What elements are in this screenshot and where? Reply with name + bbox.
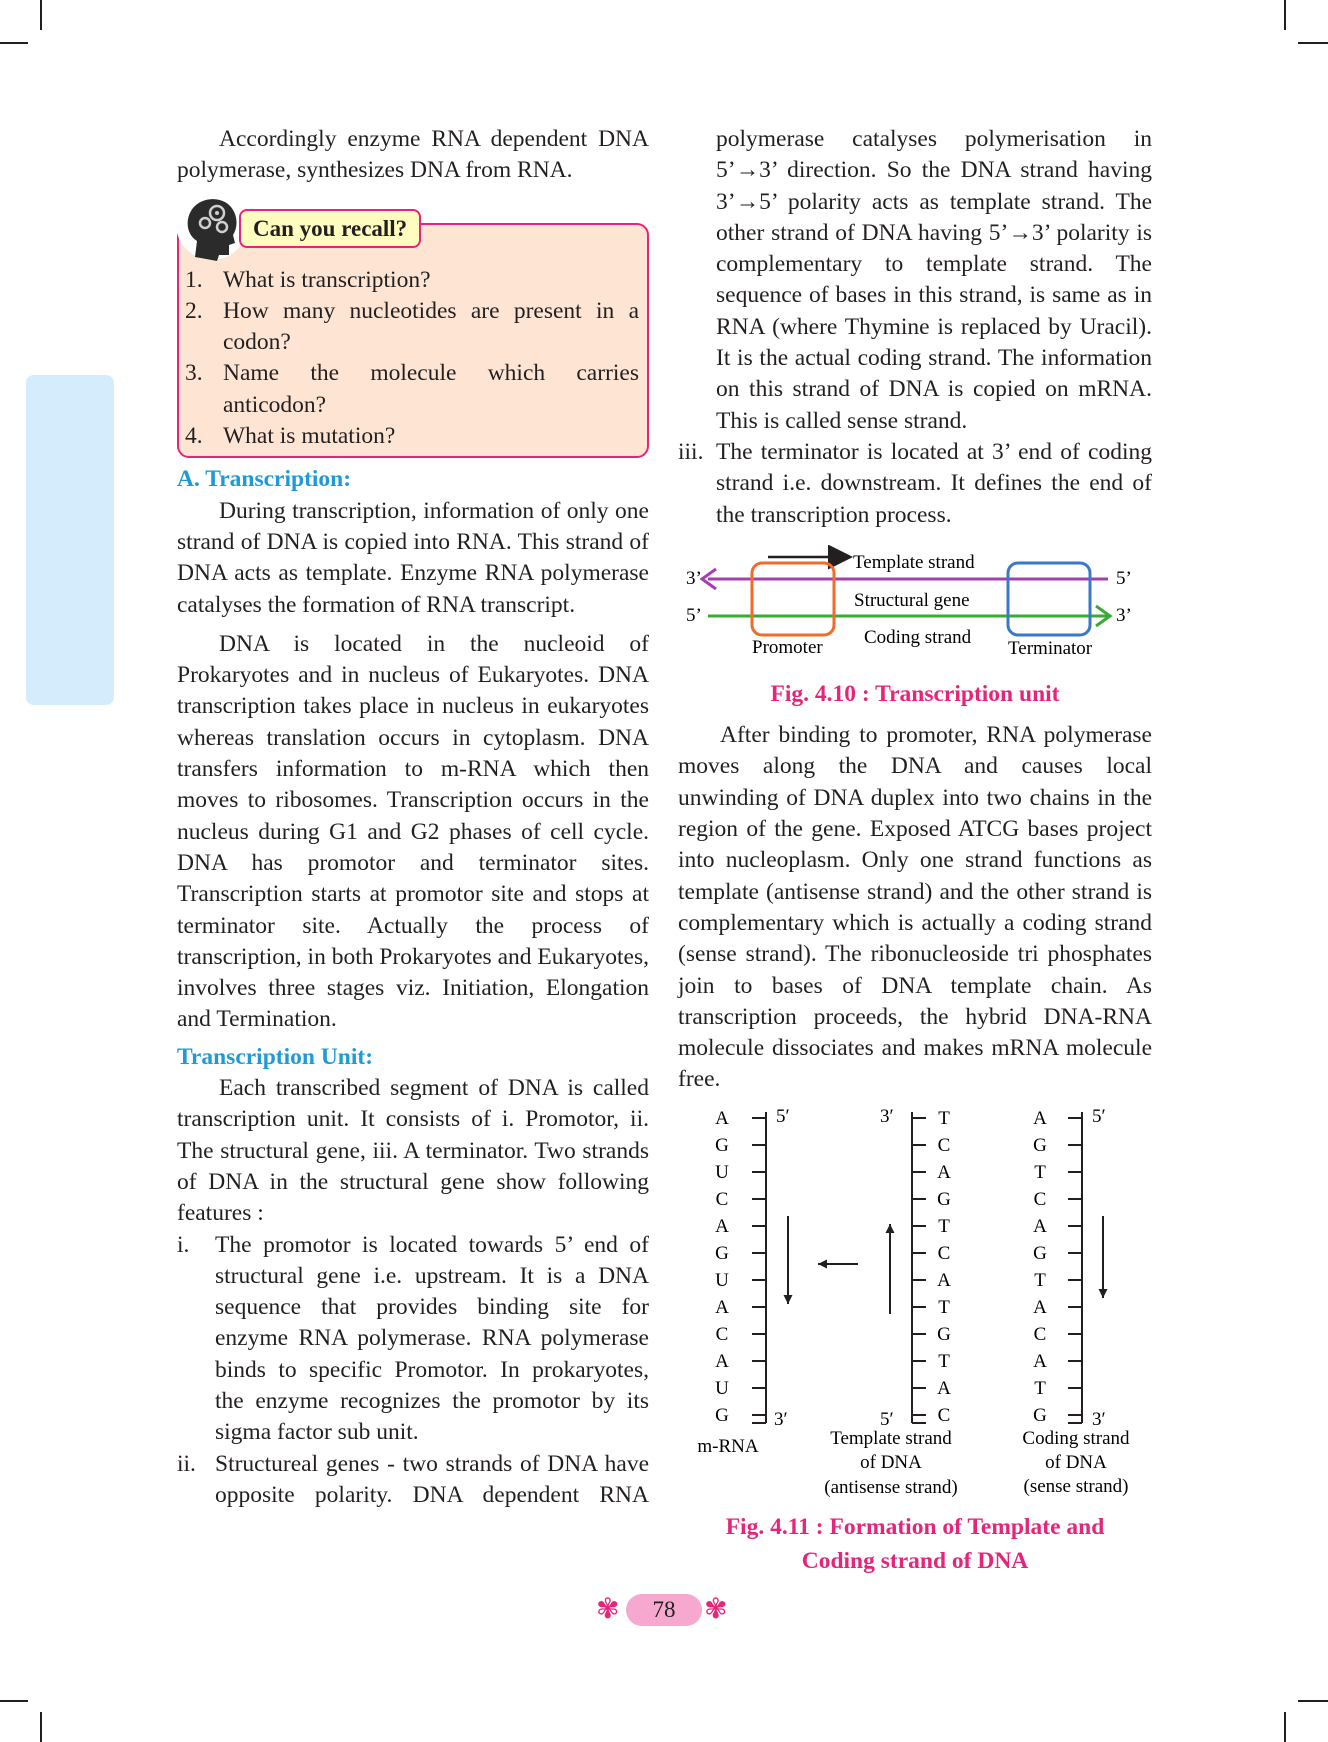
figure-caption: Coding strand of DNA [801, 1548, 1029, 1574]
base-letter: T [938, 1350, 950, 1372]
end-label: 3′ [1092, 1408, 1106, 1430]
down-arrow-icon [1099, 1216, 1108, 1298]
recall-item: 2. How many nucleotides are present in a codon? [185, 297, 639, 356]
dna-location-paragraph: DNA is located in the nucleoid of Prokaryotes and in nucleus of Eukaryotes. DNA transcription takes place in nucleus in eukaryotes whereas translation occurs in cytoplasm. DNA transfers information to m-RNA which then moves to ribosomes. Transcription occurs in the nucleus during G1 and G2 phases of cell cycle. DNA has promotor and terminator sites. Transcription starts at promotor site and stops at terminator site. Actually the process of transcription, in both Prokaryotes and Eukaryotes, involves three stages viz. Initiation, Elongation and Termination. [177, 630, 649, 1033]
base-letter: C [715, 1323, 729, 1345]
thinking-head-icon [175, 187, 249, 265]
transcription-unit-figure [678, 545, 1152, 675]
base-letter: T [1034, 1161, 1046, 1183]
flower-icon: ✾ [704, 1594, 728, 1625]
strand-label: m-RNA [697, 1435, 759, 1457]
base-letter: G [715, 1242, 729, 1264]
flower-icon: ✾ [596, 1594, 620, 1625]
end-label: 5′ [880, 1408, 894, 1430]
base-letter: G [1033, 1242, 1047, 1264]
end-label: 3′ [880, 1105, 894, 1127]
base-letter: T [1034, 1377, 1046, 1399]
page-number-badge [596, 1590, 732, 1630]
crop-mark [40, 0, 42, 30]
base-letter: G [937, 1323, 951, 1345]
base-letter: A [1033, 1215, 1047, 1237]
end-label: 3’ [686, 567, 702, 589]
transcription-unit-paragraph: Each transcribed segment of DNA is called transcription unit. It consists of i. Promotor, ii. The structural gene, iii. A terminator. Two strands of DNA in the structural gene show following features : [177, 1075, 649, 1227]
figure-caption: Fig. 4.10 : Transcription unit [770, 680, 1060, 707]
strand-label: (sense strand) [1023, 1475, 1129, 1497]
base-letter: A [1033, 1107, 1047, 1129]
list-item: iii. The terminator is located at 3’ end of coding strand i.e. downstream. It defines the end of the transcription process. [678, 438, 1152, 528]
terminator-label: Terminator [1008, 637, 1093, 659]
crop-mark [1298, 42, 1328, 44]
list-item: i. The promotor is located towards 5’ end of structural gene i.e. upstream. It is a DNA sequence that provides binding site for enzyme RNA polymerase. RNA polymerase binds to specific Promotor. In prokaryotes, the enzyme recognizes the promotor by its sigma factor sub unit. [177, 1231, 649, 1446]
end-label: 5′ [1092, 1105, 1106, 1127]
base-letter: C [1033, 1188, 1047, 1210]
end-label: 5′ [776, 1105, 790, 1127]
recall-item: 1. What is transcription? [185, 266, 431, 293]
promoter-label: Promoter [752, 636, 823, 658]
template-strand-label: Template strand [853, 551, 975, 573]
transcription-unit-heading: Transcription Unit: [177, 1043, 374, 1070]
page-number: 78 [626, 1594, 702, 1626]
strand-label: (antisense strand) [824, 1476, 958, 1498]
crop-mark [1284, 0, 1286, 30]
left-arrow-icon [818, 1259, 858, 1268]
figure-caption-wrap [678, 1510, 1152, 1578]
crop-mark [0, 1700, 28, 1702]
base-letter: A [937, 1377, 951, 1399]
down-arrow-icon [784, 1216, 793, 1304]
recall-item: 3. Name the molecule which carries anticodon? [185, 360, 639, 418]
base-letter: A [715, 1350, 729, 1372]
strand-label: Template strand [830, 1427, 952, 1449]
end-label: 5’ [686, 604, 702, 626]
base-letter: G [937, 1188, 951, 1210]
base-letter: A [715, 1215, 729, 1237]
left-column [177, 124, 649, 1511]
base-letter: C [937, 1242, 951, 1264]
end-label: 3’ [1116, 604, 1132, 626]
base-letter: A [715, 1107, 729, 1129]
base-letter: C [1033, 1323, 1047, 1345]
strand-label: of DNA [860, 1451, 922, 1473]
base-letter: A [715, 1296, 729, 1318]
intro-paragraph: Accordingly enzyme RNA dependent DNA polymerase, synthesizes DNA from RNA. [177, 126, 649, 184]
end-label: 5’ [1116, 567, 1132, 589]
structural-gene-label: Structural gene [854, 589, 970, 611]
base-letter: C [937, 1404, 951, 1426]
crop-mark [1284, 1712, 1286, 1742]
continued-paragraph: polymerase catalyses polymerisation in 5’→3’ direction. So the DNA strand having 3’→5’ polarity acts as template strand. The other strand of DNA having 5’→3’ polarity is complementary to template strand. The sequence of bases in this strand, is same as in RNA (where Thymine is replaced by Uracil). It is the actual coding strand. The information on this strand of DNA is copied on mRNA. This is called sense strand. [716, 126, 1152, 434]
base-letter: G [715, 1134, 729, 1156]
right-column [678, 124, 1152, 1504]
base-letter: C [715, 1188, 729, 1210]
base-letter: A [1033, 1350, 1047, 1372]
base-letter: U [715, 1161, 729, 1183]
strand-label: Coding strand [1022, 1427, 1130, 1449]
base-letter: T [1034, 1269, 1046, 1291]
base-letter: A [937, 1269, 951, 1291]
base-letter: A [1033, 1296, 1047, 1318]
base-letter: G [1033, 1404, 1047, 1426]
coding-strand-label: Coding strand [864, 626, 972, 648]
base-letter: A [937, 1161, 951, 1183]
list-item: ii. Structureal genes - two strands of DNA have opposite polarity. DNA dependent RNA [177, 1450, 649, 1508]
base-letter: T [938, 1107, 950, 1129]
base-letter: U [715, 1377, 729, 1399]
transcription-paragraph: During transcription, information of only one strand of DNA is copied into RNA. This strand of DNA acts as template. Enzyme RNA polymerase catalyses the formation of RNA transcript. [177, 497, 649, 618]
base-letter: T [938, 1215, 950, 1237]
base-letter: C [937, 1134, 951, 1156]
end-label: 3′ [774, 1408, 788, 1430]
template-coding-strand-figure [678, 1104, 1152, 1504]
strand-label: of DNA [1045, 1451, 1107, 1473]
crop-mark [0, 42, 28, 44]
base-letter: G [715, 1404, 729, 1426]
section-heading-transcription: A. Transcription: [177, 466, 352, 493]
recall-item: 4. What is mutation? [185, 423, 396, 450]
base-letter: G [1033, 1134, 1047, 1156]
chapter-side-tab [26, 375, 114, 705]
figure-caption: Fig. 4.11 : Formation of Template and [725, 1514, 1105, 1540]
rna-polymerase-paragraph: After binding to promoter, RNA polymerase moves along the DNA and causes local unwinding of DNA duplex into two chains in the region of the gene. Exposed ATCG bases project into nucleoplasm. Only one strand functions as template (antisense strand) and the other strand is complementary which is actually a coding strand (sense strand). The ribonucleoside tri phosphates join to bases of DNA template chain. As transcription proceeds, the hybrid DNA-RNA molecule dissociates and makes mRNA molecule free. [678, 722, 1152, 1093]
recall-title: Can you recall? [239, 209, 421, 248]
base-letter: U [715, 1269, 729, 1291]
base-letter: T [938, 1296, 950, 1318]
crop-mark [1298, 1700, 1328, 1702]
recall-box [177, 215, 649, 459]
up-arrow-icon [886, 1224, 895, 1314]
crop-mark [40, 1712, 42, 1742]
